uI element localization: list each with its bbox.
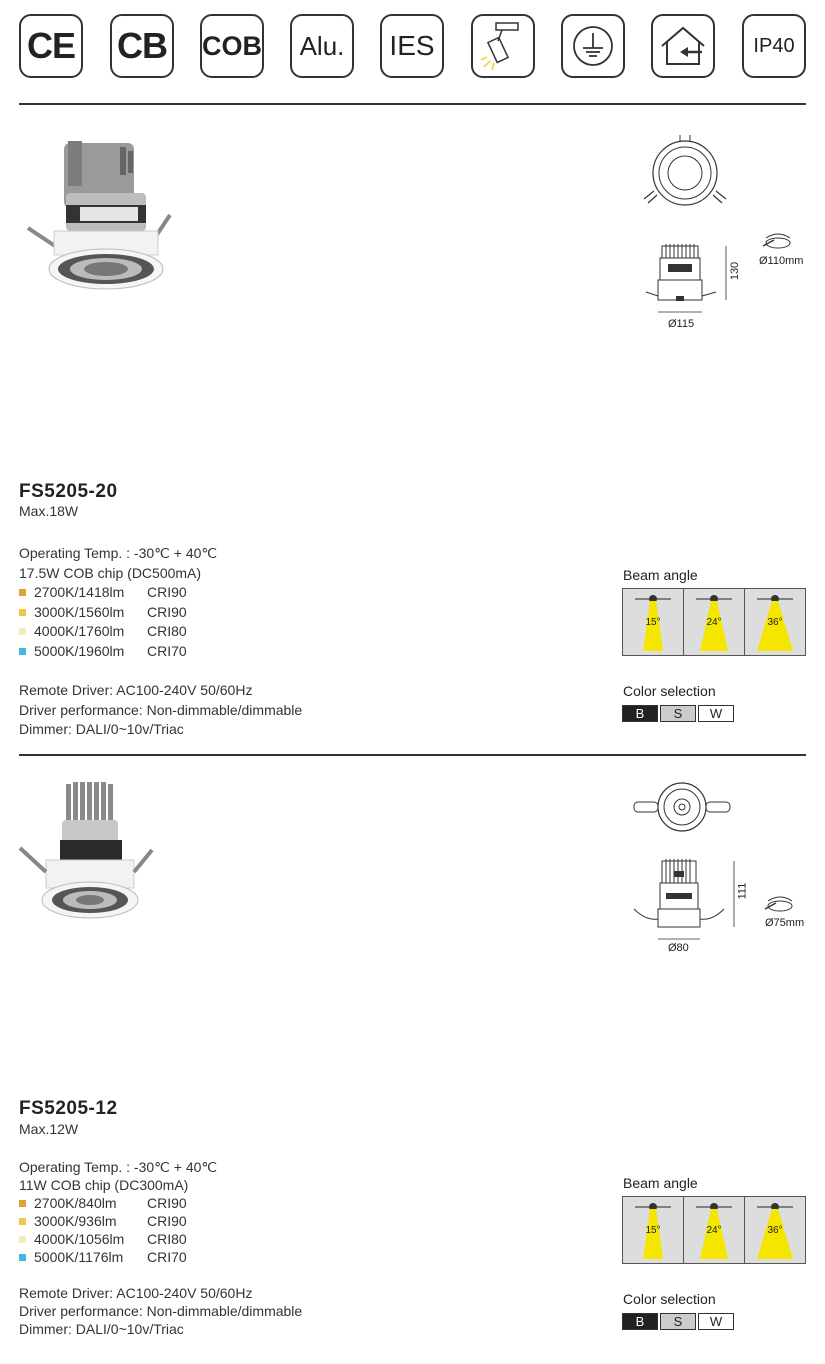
color-selection-label: Color selection [623,683,716,699]
cct-cri: CRI70 [147,1249,187,1265]
cct-swatch [19,628,26,635]
beam-angle-value: 15° [645,1225,661,1236]
remote-driver: Remote Driver: AC100-240V 50/60Hz [19,1285,253,1301]
cct-row [19,642,217,662]
cct-cri: CRI80 [147,623,187,639]
chip-spec: 17.5W COB chip (DC500mA) [19,564,202,581]
cct-cri: CRI90 [147,1195,187,1211]
cct-lumens: 4000K/1760lm [34,623,125,639]
spec-block [19,1158,217,1266]
aluminum-mark-icon: Alu. [290,14,354,78]
color-selection [622,1313,736,1330]
cct-row [19,1248,217,1266]
driver-performance: Driver performance: Non-dimmable/dimmable [19,701,303,718]
beam-option [745,589,805,655]
divider [19,754,806,756]
cct-swatch [19,1254,26,1261]
beam-angle-panel [622,1196,806,1264]
adjustable-spotlight-icon [471,14,535,78]
beam-angle-panel [622,588,806,656]
cutout-icon [760,230,796,252]
dimmer: Dimmer: DALI/0~10v/Triac [19,1321,184,1337]
ip-rating-icon: IP40 [742,14,806,78]
color-option-silver: S [660,1313,696,1330]
beam-option [684,1197,745,1263]
spec-block [19,544,217,661]
cct-row [19,583,217,603]
beam-angle-label: Beam angle [623,567,698,583]
height-dimension: 111 [736,882,749,900]
cct-cri: CRI90 [147,603,187,620]
cutout-dimension: Ø75mm [765,917,805,929]
beam-angle-value: 36° [767,1225,783,1236]
product-model: FS5205-12 [19,1098,118,1119]
color-option-white: W [698,705,734,722]
cct-swatch [19,1200,26,1207]
product-photo [18,780,158,925]
cct-swatch [19,1236,26,1243]
cutout-icon [762,893,798,915]
color-option-silver: S [660,705,696,722]
beam-angle-value: 24° [706,1225,722,1236]
beam-option [623,1197,684,1263]
dimmer: Dimmer: DALI/0~10v/Triac [19,721,184,737]
chip-spec: 11W COB chip (DC300mA) [19,1177,189,1193]
top-view-drawing [632,780,732,834]
cct-row [19,1212,217,1230]
color-selection-label: Color selection [623,1291,716,1307]
diameter-dimension: Ø115 [668,318,695,330]
product-model: FS5205-20 [19,481,118,502]
cct-row [19,1230,217,1248]
cct-lumens: 2700K/1418lm [34,584,125,600]
cct-lumens: 4000K/1056lm [34,1231,125,1247]
remote-driver: Remote Driver: AC100-240V 50/60Hz [19,682,253,698]
cct-lumens: 5000K/1960lm [34,642,125,659]
cutout-dimension: Ø110mm [759,255,804,267]
cct-row [19,1194,217,1212]
cct-cri: CRI90 [147,1213,187,1229]
side-view-drawing [630,855,750,945]
certification-row [19,14,807,80]
operating-temp: Operating Temp. : -30℃ + 40℃ [19,545,218,561]
cct-swatch [19,589,26,596]
driver-performance: Driver performance: Non-dimmable/dimmable [19,1303,303,1319]
ies-mark-icon: IES [380,14,444,78]
product-photo [18,133,178,293]
cb-mark-icon: CB [110,14,174,78]
max-power: Max.18W [19,503,79,519]
top-view-drawing [640,133,730,213]
cct-row [19,622,217,642]
cct-lumens: 3000K/1560lm [34,603,125,620]
operating-temp: Operating Temp. : -30℃ + 40℃ [19,1159,218,1175]
height-dimension: 130 [729,261,742,281]
color-selection [622,705,736,722]
ce-mark-icon: CE [19,14,83,78]
divider [19,103,806,105]
cct-swatch [19,648,26,655]
cct-lumens: 5000K/1176lm [34,1249,124,1265]
cct-lumens: 3000K/936lm [34,1213,117,1229]
driver-block [19,681,302,740]
cct-lumens: 2700K/840lm [34,1195,117,1211]
cct-cri: CRI90 [147,584,187,600]
beam-option [684,589,745,655]
cct-cri: CRI70 [147,642,187,659]
cct-cri: CRI80 [147,1231,187,1247]
beam-option [623,589,684,655]
beam-angle-label: Beam angle [623,1175,698,1191]
cct-swatch [19,609,26,616]
side-view-drawing [640,240,740,320]
earth-ground-icon [561,14,625,78]
beam-angle-value: 15° [645,617,661,628]
color-option-black: B [622,1313,658,1330]
color-option-white: W [698,1313,734,1330]
cob-mark-icon: COB [200,14,264,78]
indoor-use-icon [651,14,715,78]
beam-angle-value: 24° [706,617,722,628]
beam-option [745,1197,805,1263]
driver-block [19,1284,302,1338]
cct-swatch [19,1218,26,1225]
cct-row [19,603,217,623]
beam-angle-value: 36° [767,617,783,628]
color-option-black: B [622,705,658,722]
diameter-dimension: Ø80 [668,942,689,954]
max-power: Max.12W [19,1121,79,1137]
